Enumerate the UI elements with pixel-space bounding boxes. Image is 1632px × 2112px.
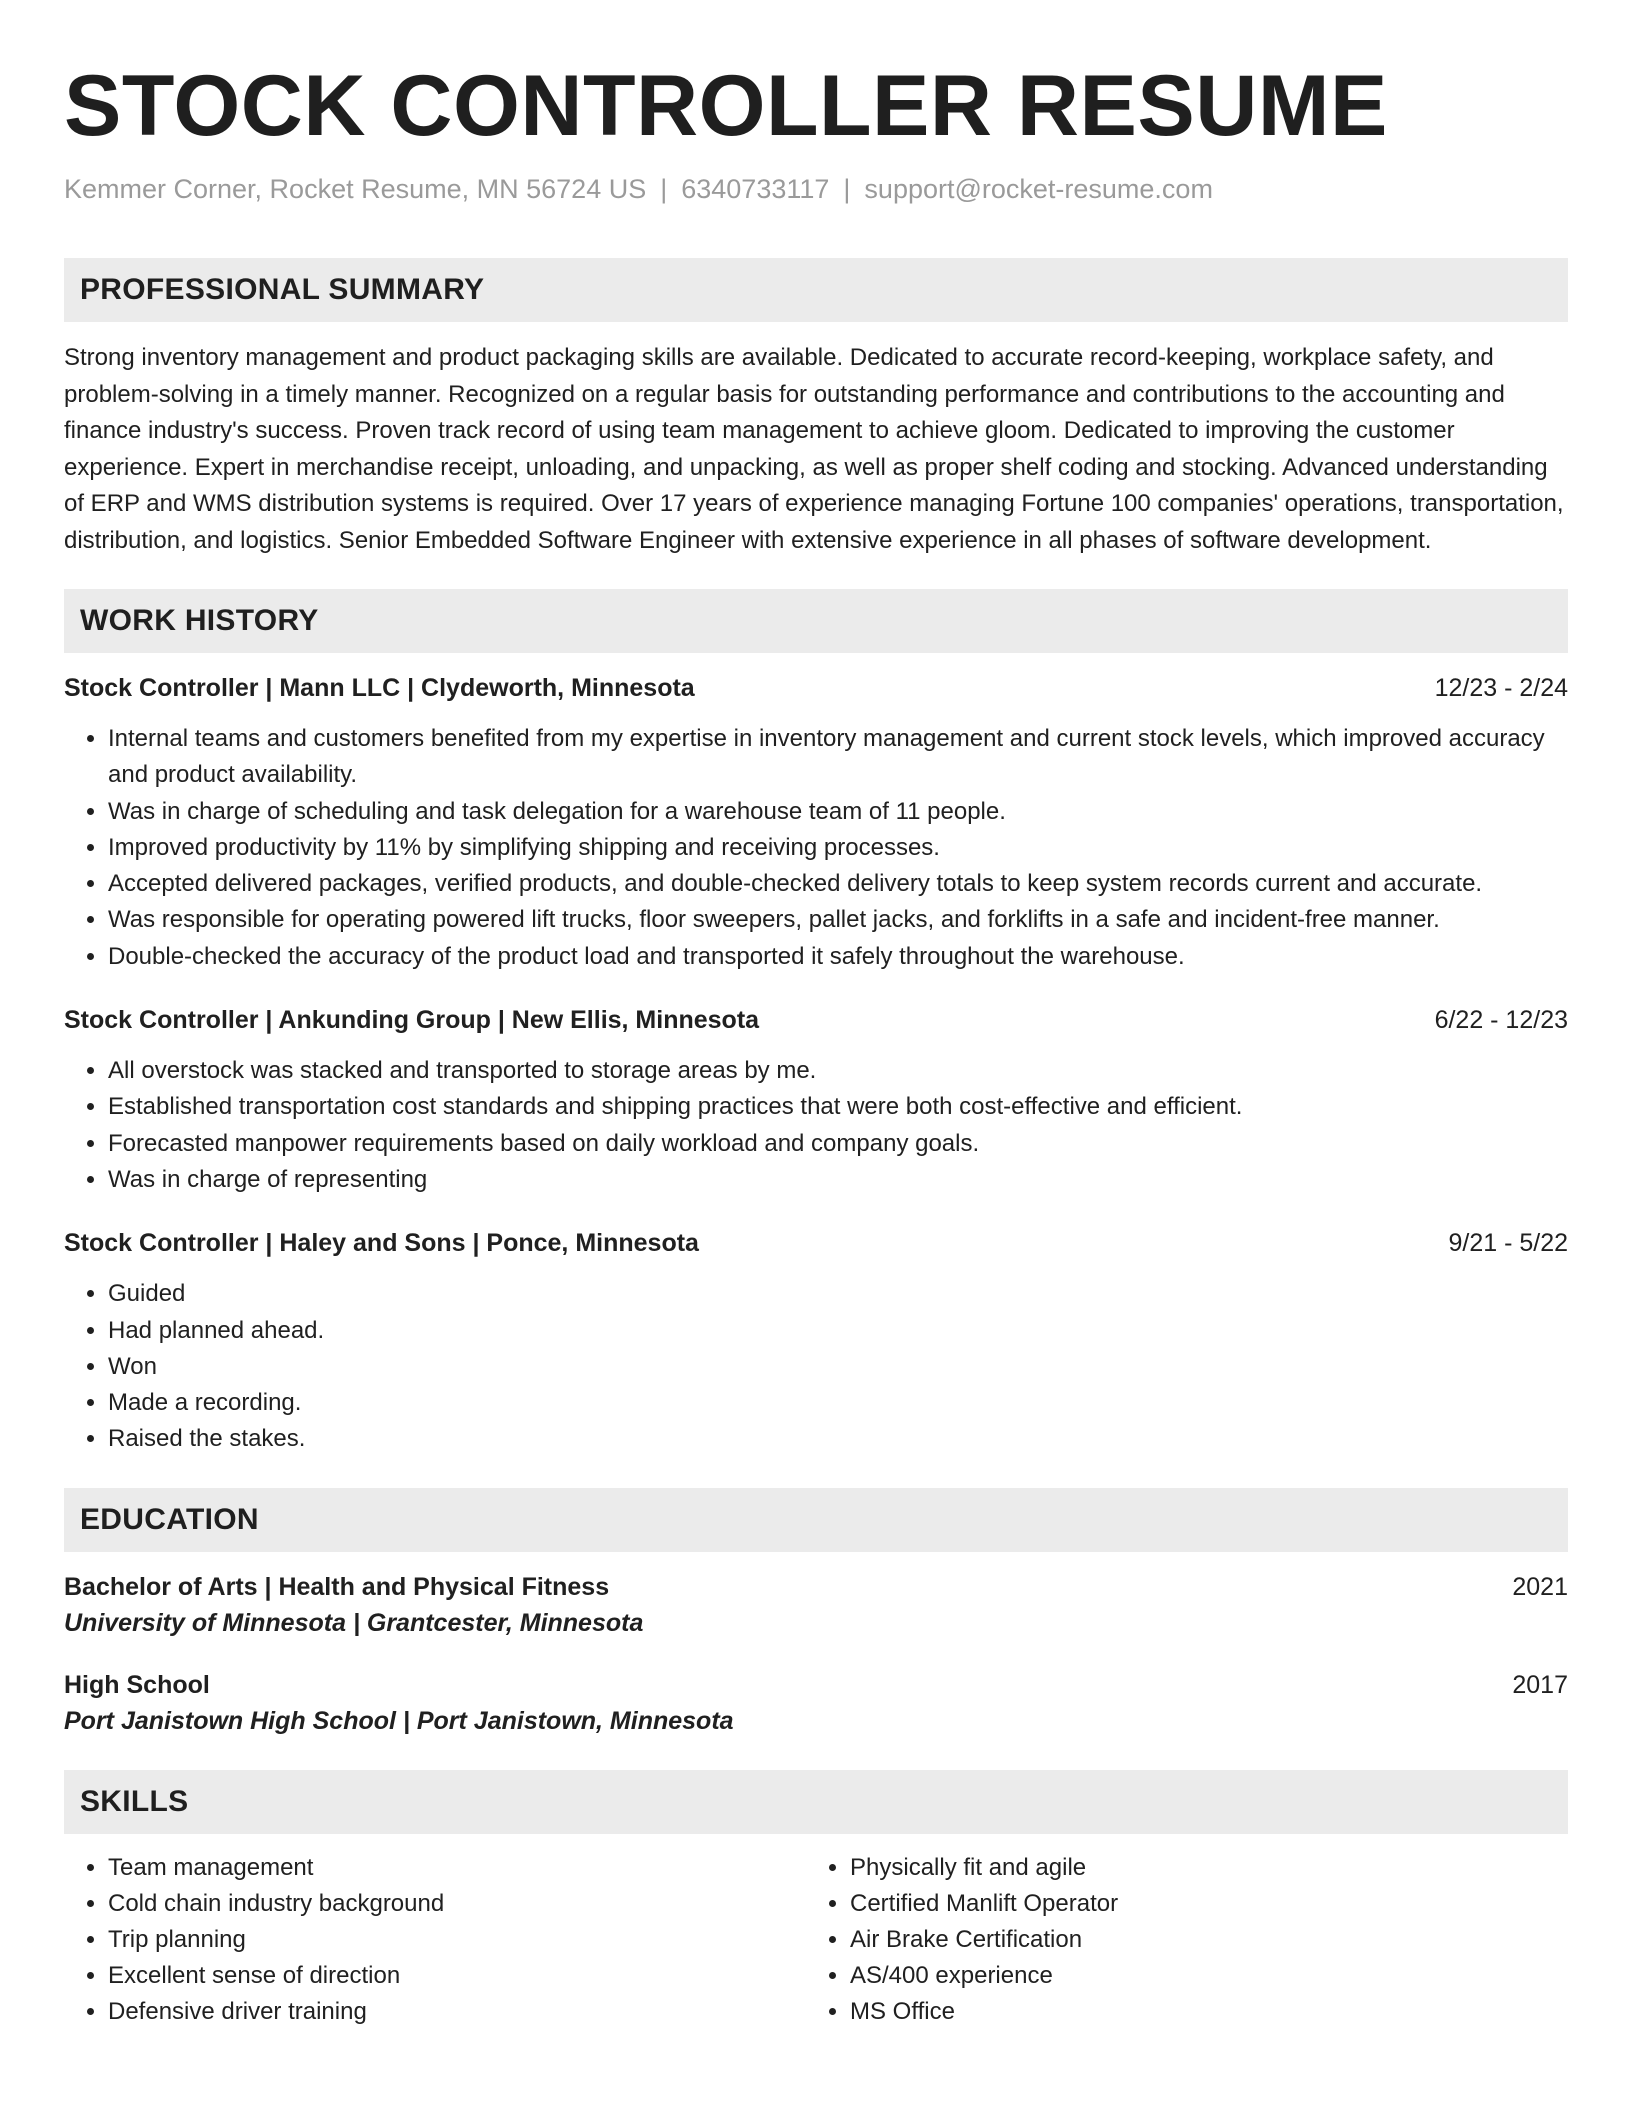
job-bullets: [64, 721, 1568, 975]
list-item: • Forecasted manpower requirements based on daily workload and company goals.: [108, 1126, 1568, 1162]
graduation-year: 2017: [1512, 1670, 1568, 1699]
job-dates: 6/22 - 12/23: [1434, 1006, 1568, 1035]
job-dates: 9/21 - 5/22: [1448, 1229, 1568, 1258]
skill-item: • Defensive driver training: [108, 1994, 806, 2030]
education-entry: [64, 1570, 1568, 1642]
list-item: • Had planned ahead.: [108, 1313, 1568, 1349]
skills-columns: [64, 1850, 1568, 2030]
school-name: Port Janistown High School | Port Janistown, Minnesota: [64, 1706, 734, 1735]
contact-phone: 6340733117: [681, 174, 830, 204]
job-bullets: [64, 1053, 1568, 1198]
skill-item: • Trip planning: [108, 1922, 806, 1958]
list-item: • Raised the stakes.: [108, 1421, 1568, 1457]
list-item: • Made a recording.: [108, 1385, 1568, 1421]
summary-text: Strong inventory management and product packaging skills are available. Dedicated to accurate record-keeping, workplace safety, and problem-solving in a timely manner. Recognized on a regular basis for outstanding performance and contributions to the accounting and finance industry's success. Proven track record of using team management to achieve gloom. Dedicated to improving the customer experience. Expert in merchandise receipt, unloading, and unpacking, as well as proper shelf coding and stocking. Advanced understanding of ERP and WMS distribution systems is required. Over 17 years of experience managing Fortune 100 companies' operations, transportation, distribution, and logistics. Senior Embedded Software Engineer with extensive experience in all phases of software development.: [64, 344, 1564, 554]
contact-line: [64, 172, 1568, 206]
list-item: • Was in charge of representing: [108, 1162, 1568, 1198]
job-entry: [64, 1003, 1568, 1198]
job-title: Stock Controller | Ankunding Group | New Ellis, Minnesota: [64, 1006, 760, 1035]
skill-item: • Cold chain industry background: [108, 1886, 806, 1922]
skill-item: • MS Office: [850, 1994, 1566, 2030]
section-header-work-history: [64, 589, 1568, 653]
job-entry: [64, 671, 1568, 975]
job-header: [64, 1226, 1568, 1260]
list-item: • Accepted delivered packages, verified products, and double-checked delivery totals to keep system records current and accurate.: [108, 866, 1568, 902]
list-item: • Improved productivity by 11% by simplifying shipping and receiving processes.: [108, 830, 1568, 866]
contact-address: Kemmer Corner, Rocket Resume, MN 56724 US: [64, 174, 647, 204]
education-header: [64, 1668, 1568, 1702]
list-item: • Double-checked the accuracy of the product load and transported it safely throughout the warehouse.: [108, 939, 1568, 975]
education-entry: [64, 1668, 1568, 1740]
education-header: [64, 1570, 1568, 1604]
section-title: SKILLS: [80, 1784, 189, 1818]
section-title: WORK HISTORY: [80, 604, 319, 637]
job-title: Stock Controller | Mann LLC | Clydeworth, Minnesota: [64, 674, 695, 702]
job-entry: [64, 1226, 1568, 1457]
contact-separator: |: [843, 174, 851, 204]
job-dates: 12/23 - 2/24: [1434, 674, 1568, 702]
job-header: [64, 671, 1568, 705]
list-item: • Was responsible for operating powered lift trucks, floor sweepers, pallet jacks, and forklifts in a safe and incident-free manner.: [108, 902, 1568, 938]
contact-email: support@rocket-resume.com: [864, 174, 1213, 204]
list-item: • All overstock was stacked and transported to storage areas by me.: [108, 1053, 1568, 1089]
skill-item: • Air Brake Certification: [850, 1922, 1566, 1958]
list-item: • Internal teams and customers benefited from my expertise in inventory management and current stock levels, which improved accuracy and product availability.: [108, 721, 1568, 794]
skills-list-left: [64, 1850, 806, 2030]
skill-item: • Excellent sense of direction: [108, 1958, 806, 1994]
degree: High School: [64, 1670, 210, 1699]
skill-item: • Team management: [108, 1850, 806, 1886]
degree: Bachelor of Arts | Health and Physical Fitness: [64, 1572, 610, 1601]
list-item: • Was in charge of scheduling and task delegation for a warehouse team of 11 people.: [108, 794, 1568, 830]
section-title: EDUCATION: [80, 1502, 259, 1536]
list-item: • Won: [108, 1349, 1568, 1385]
section-title: PROFESSIONAL SUMMARY: [80, 273, 485, 306]
skill-item: • Certified Manlift Operator: [850, 1886, 1566, 1922]
list-item: • Established transportation cost standards and shipping practices that were both cost-effective and efficient.: [108, 1089, 1568, 1125]
job-title: Stock Controller | Haley and Sons | Ponce, Minnesota: [64, 1229, 699, 1258]
skills-list-right: [806, 1850, 1566, 2030]
school-name: University of Minnesota | Grantcester, Minnesota: [64, 1608, 644, 1637]
section-header-education: [64, 1488, 1568, 1552]
section-header-skills: [64, 1770, 1568, 1834]
list-item: • Guided: [108, 1276, 1568, 1312]
job-header: [64, 1003, 1568, 1037]
resume-title: STOCK CONTROLLER RESUME: [64, 58, 1388, 154]
section-header-summary: [64, 258, 1568, 322]
graduation-year: 2021: [1512, 1572, 1568, 1601]
skill-item: • Physically fit and agile: [850, 1850, 1566, 1886]
contact-separator: |: [660, 174, 668, 204]
job-bullets: [64, 1276, 1568, 1457]
skill-item: • AS/400 experience: [850, 1958, 1566, 1994]
